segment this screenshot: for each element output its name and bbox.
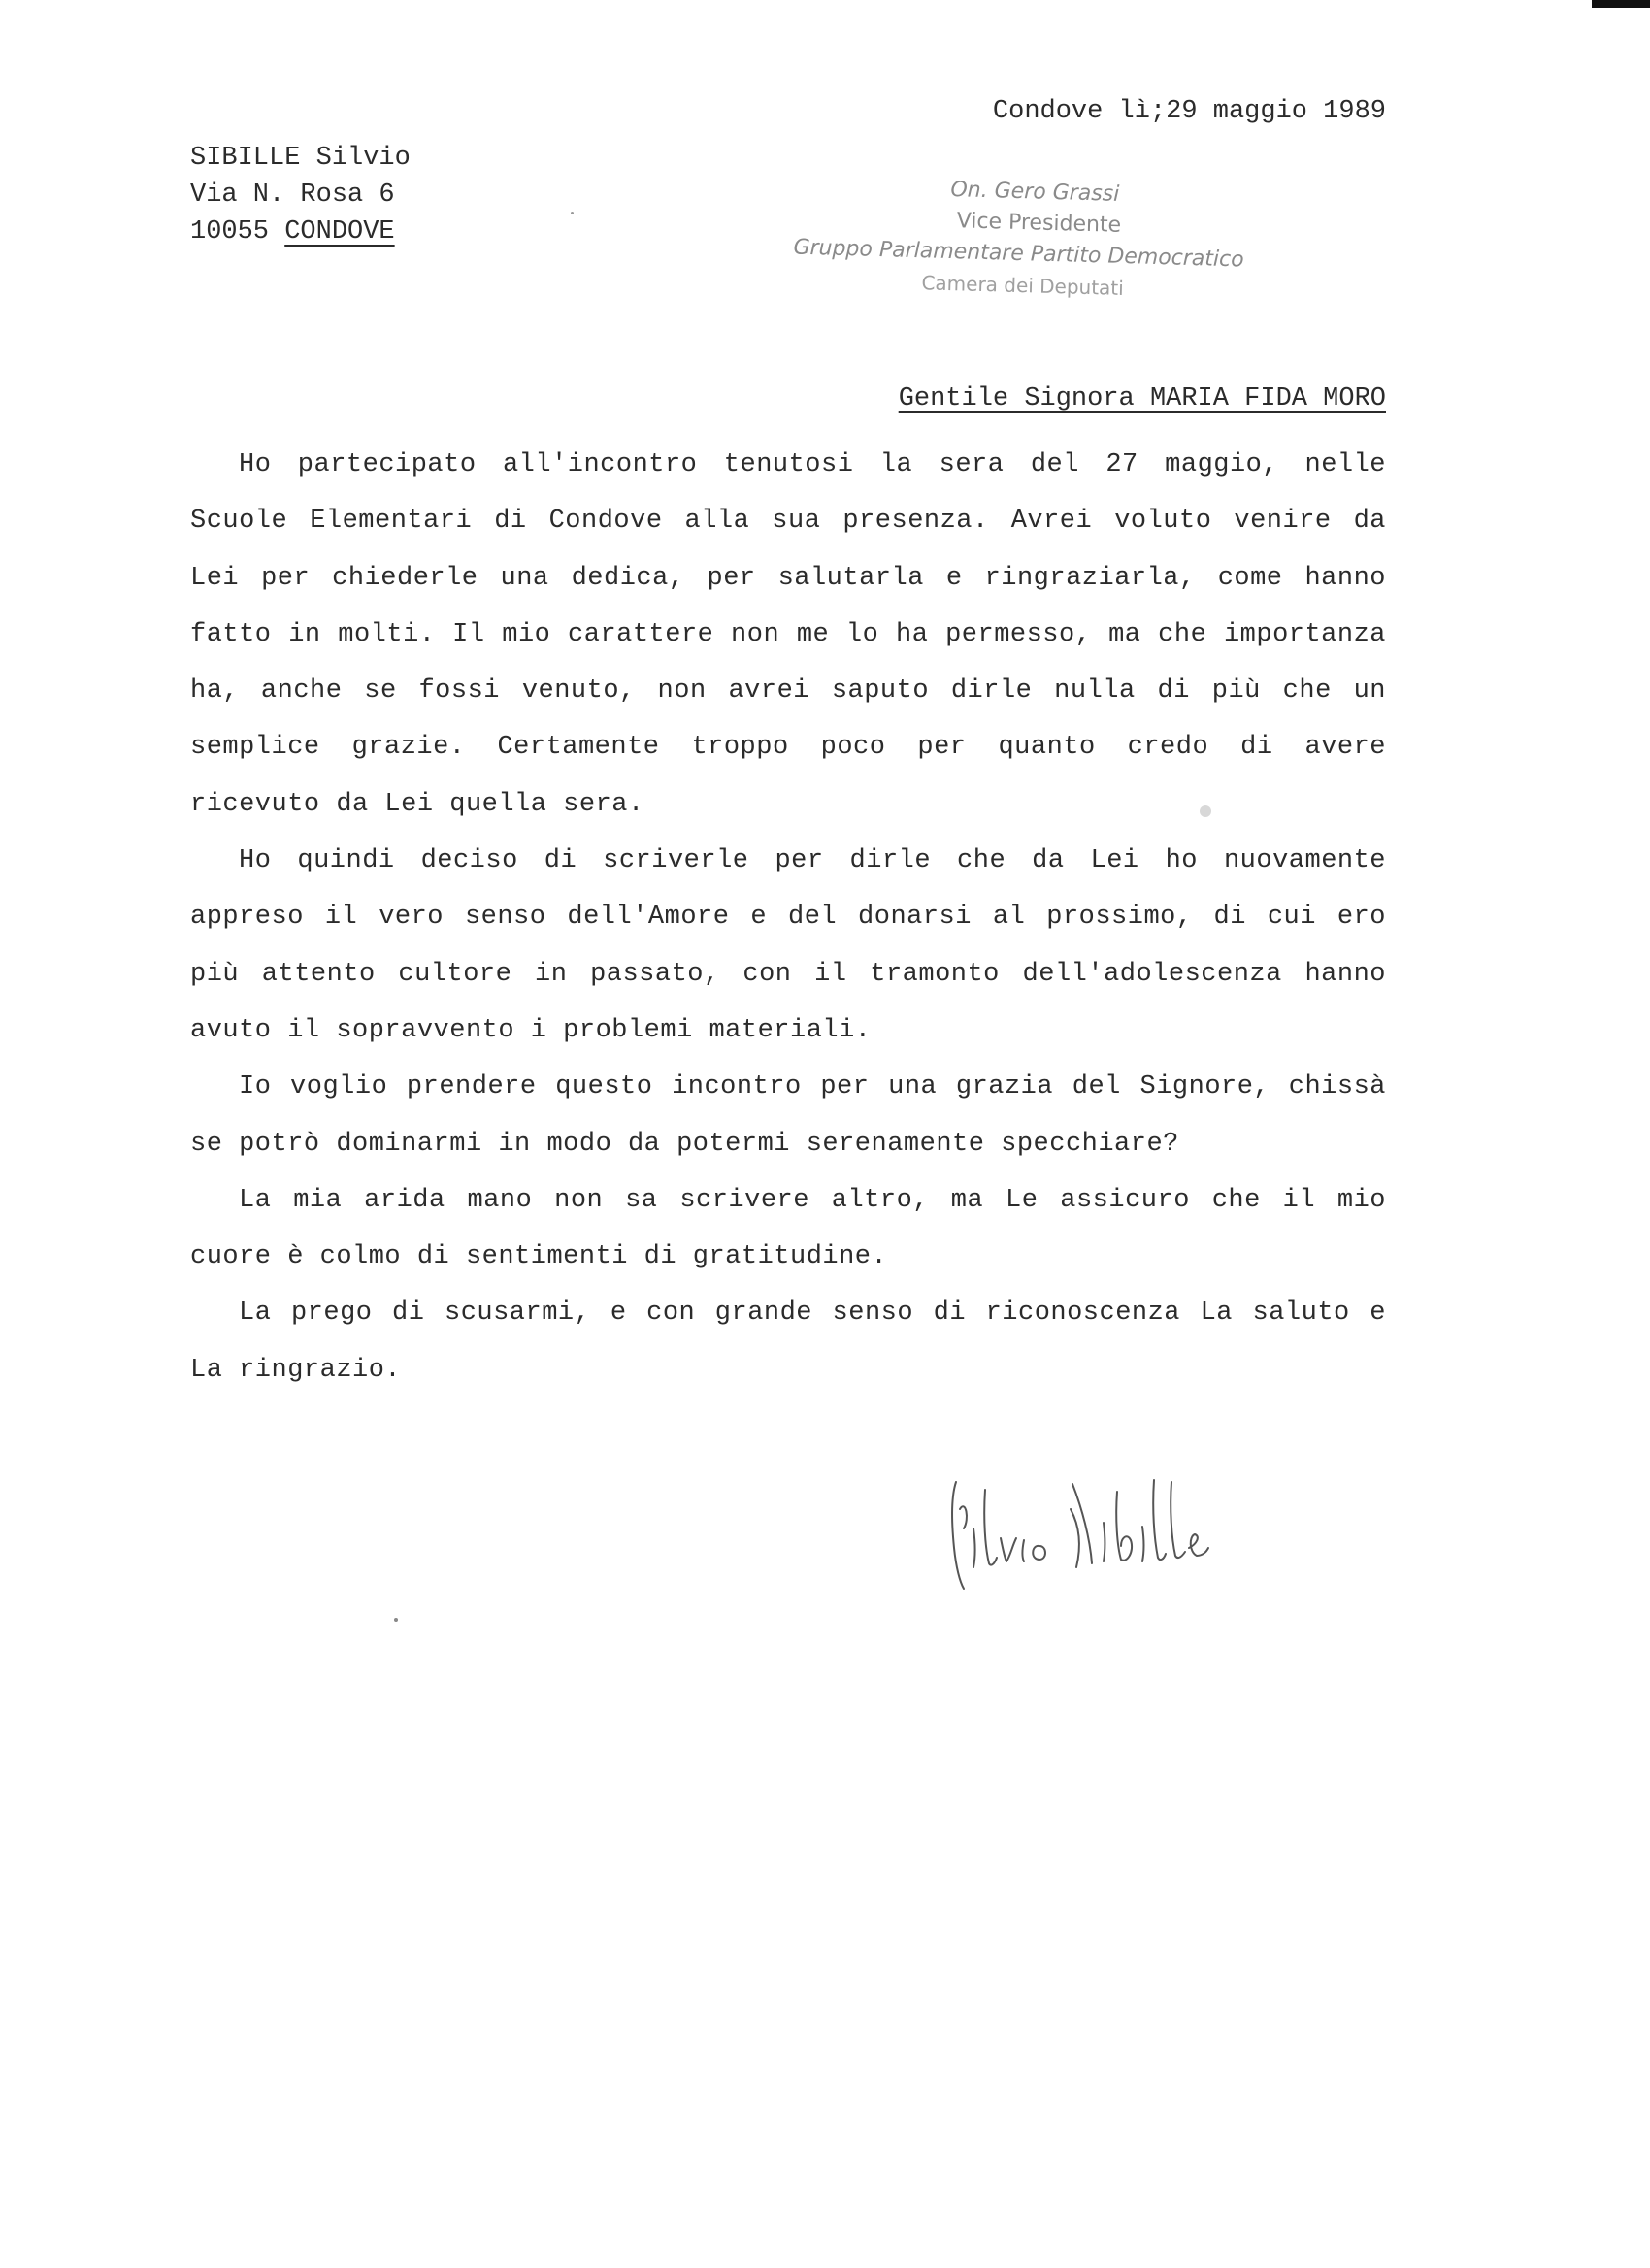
speck-mark [571, 212, 574, 214]
paragraph-1: Ho partecipato all'incontro tenutosi la sera del 27 maggio, nelle Scuole Elementari di Condove alla sua presenza. Avrei voluto venire da Lei per chiederle una dedica, per salutarla e ringraziarla, come hanno fatto in molti. Il mio carattere non me lo ha permesso, ma che importanza ha, anche se fossi venuto, non avrei saputo dirle nulla di più che un semplice grazie. Certamente troppo poco per quanto credo di avere ricevuto da Lei quella sera. [190, 450, 1386, 819]
salutation: Gentile Signora MARIA FIDA MORO [898, 384, 1386, 413]
scan-edge-mark [1592, 0, 1650, 8]
letter-body [190, 437, 1386, 1398]
sender-city: CONDOVE [284, 217, 395, 247]
paragraph-3: Io voglio prendere questo incontro per una grazia del Signore, chissà se potrò dominarmi in modo da potermi serenamente specchiare? [190, 1072, 1386, 1159]
sender-locality [190, 214, 411, 250]
stamp-line-title: Vice Presidente [956, 209, 1122, 238]
speck-mark-bottom [394, 1618, 398, 1622]
sender-address [190, 140, 411, 250]
sender-name: SIBILLE Silvio [190, 144, 411, 173]
stamp-line-group: Gruppo Parlamentare Partito Democratico [793, 235, 1244, 273]
paragraph-4: La mia arida mano non sa scrivere altro, ma Le assicuro che il mio cuore è colmo di sentimenti di gratitudine. [190, 1185, 1386, 1272]
smudge-mark [1200, 805, 1211, 817]
handwritten-signature [946, 1470, 1267, 1596]
sender-postal-code: 10055 [190, 217, 270, 247]
paragraph-5: La prego di scusarmi, e con grande senso di riconoscenza La saluto e La ringrazio. [190, 1298, 1386, 1385]
stamp-line-name: On. Gero Grassi [950, 178, 1120, 207]
paragraph-2: Ho quindi deciso di scriverle per dirle che da Lei ho nuovamente appreso il vero senso dell'Amore e del donarsi al prossimo, di cui ero più attento cultore in passato, con il tramonto dell'adolescenza hanno avuto il sopravvento i problemi materiali. [190, 846, 1386, 1045]
office-stamp [775, 170, 1263, 308]
stamp-line-chamber: Camera dei Deputati [921, 271, 1125, 301]
sender-street: Via N. Rosa 6 [190, 181, 395, 210]
date-line: Condove lì;29 maggio 1989 [992, 97, 1386, 126]
